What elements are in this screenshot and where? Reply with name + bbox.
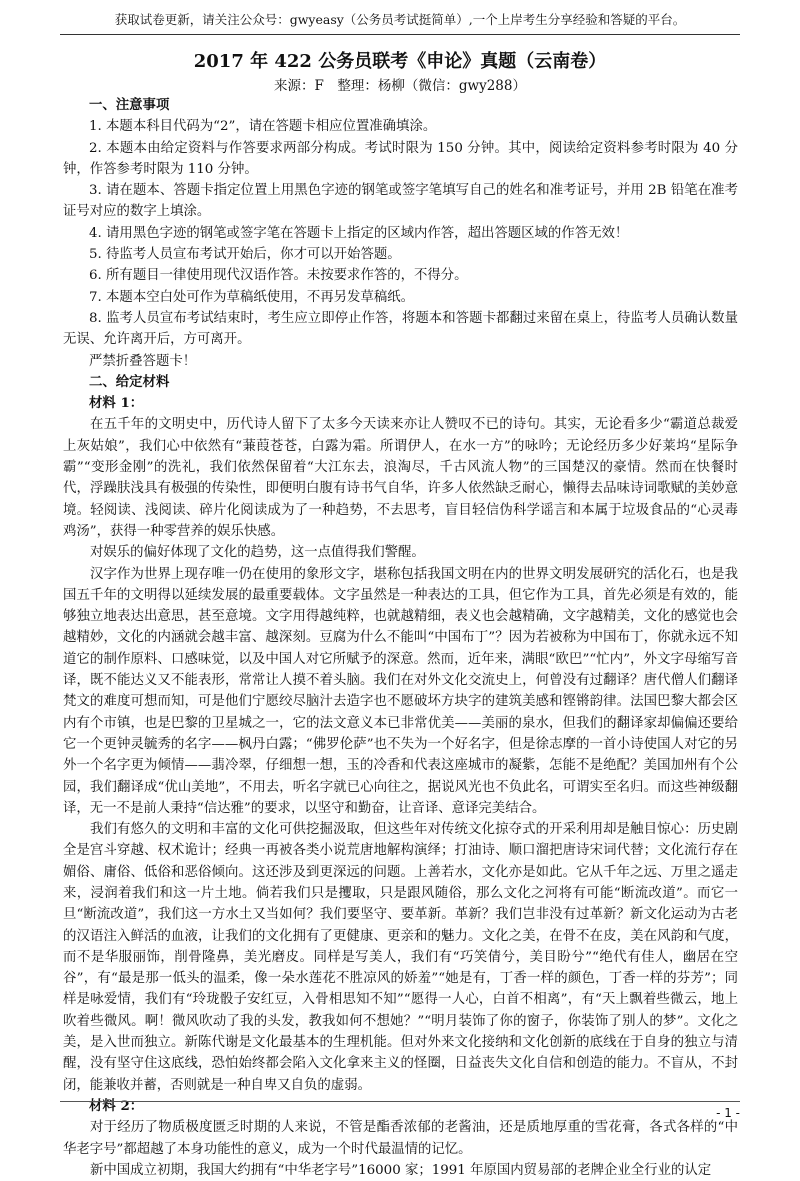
document-body (63, 95, 738, 1181)
material-1-paragraph: 在五千年的文明史中，历代诗人留下了太多今天读来亦让人赞叹不已的诗句。其实，无论看多少“霸道总裁爱上灰姑娘”，我们心中依然有“蒹葭苍苍，白露为霜。所谓伊人，在水一方”的咏吟；无论经历多少好莱坞“星际争霸”“变形金刚”的洗礼，我们依然保留着“大江东去，浪淘尽，千古风流人物”的三国楚汉的豪情。然而在快餐时代，浮躁肤浅具有极强的传染性，即便明白腹有诗书气自华，许多人依然缺乏耐心，懒得去品味诗词歌赋的美妙意境。轻阅读、浅阅读、碎片化阅读成为了一种趋势，不去思考，盲目轻信伪科学谣言和本属于垃圾食品的“心灵毒鸡汤”，获得一种零营养的娱乐快感。 (63, 417, 738, 539)
material-2-paragraph: 对于经历了物质极度匮乏时期的人来说，不管是酯香浓郁的老酱油，还是质地厚重的雪花膏，各式各样的“中华老字号”都超越了本身功能性的意义，成为一个时代最温情的记忆。 (63, 1120, 738, 1157)
note-item: 8. 监考人员宣布考试结束时，考生应立即停止作答，将题本和答题卡都翻过来留在桌上，待监考人员确认数量无误、允许离开后，方可离开。 (63, 310, 738, 348)
note-item-warning: 严禁折叠答题卡！ (89, 353, 197, 369)
note-item: 3. 请在题本、答题卡指定位置上用黑色字迹的钢笔或签字笔填写自己的姓名和准考证号，并用 2B 铅笔在准考证号对应的数字上填涂。 (63, 183, 738, 220)
page-header-notice: 获取试卷更新，请关注公众号：gwyeasy（公务员考试挺简单）,一个上岸考生分享经验和答疑的平台。 (60, 12, 740, 35)
note-item: 7. 本题本空白处可作为草稿纸使用，不再另发草稿纸。 (89, 289, 415, 305)
material-1-paragraph: 我们有悠久的文明和丰富的文化可供挖掘汲取，但这些年对传统文化掠夺式的开采利用却是触目惊心：历史剧全是宫斗穿越、权术诡计；经典一再被各类小说荒唐地解构演绎；打油诗、顺口溜把唐诗宋词代替；文化流行存在媚俗、庸俗、低俗和恶俗倾向。这还涉及到更深远的问题。上善若水，文化亦是如此。它从千年之远、万里之遥走来，浸润着我们和这一片土地。倘若我们只是攫取，只是跟风随俗，那么文化之河将有可能“断流改道”。而它一旦“断流改道”，我们这一方水土又当如何？我们要坚守、要革新。革新？我们岂非没有过革新？新文化运动为古老的汉语注入鲜活的血液，让我们的文化拥有了更健康、更亲和的魅力。文化之美，在骨不在皮，美在风韵和气度，而不是华服丽饰，削骨隆鼻，美光磨皮。同样是写美人，我们有“巧笑倩兮，美目盼兮”“绝代有佳人，幽居在空谷”，有“最是那一低头的温柔，像一朵水莲花不胜凉风的娇羞”“她是有，丁香一样的颜色，丁香一样的芬芳”；同样是咏爱情，我们有“玲珑骰子安红豆，入骨相思知不知”“愿得一人心，白首不相离”，有“天上飘着些微云，地上吹着些微风。啊！微风吹动了我的头发，教我如何不想她？”“明月装饰了你的窗子，你装饰了别人的梦”。文化之美，是入世而独立。新陈代谢是文化最基本的生理机能。但对外来文化接纳和文化创新的底线在于自身的独立与清醒，没有坚守住这底线，恐怕始终都会陷入文化拿来主义的怪圈，日益丧失文化自信和创造的能力。不盲从，不封闭，能兼收并蓄，否则就是一种自卑又自负的虚弱。 (63, 822, 738, 1093)
note-item: 2. 本题本由给定资料与作答要求两部分构成。考试时限为 150 分钟。其中，阅读给定资料参考时限为 40 分钟，作答参考时限为 110 分钟。 (63, 140, 738, 177)
document-source: 来源：F 整理：杨柳（微信：gwy288） (274, 78, 526, 94)
note-item: 6. 所有题目一律使用现代汉语作答。未按要求作答的，不得分。 (89, 268, 468, 284)
page-number: - 1 - (716, 1106, 740, 1120)
section-heading-materials: 二、给定材料 (89, 373, 170, 390)
section-heading-notes: 一、注意事项 (89, 97, 170, 113)
material-1-paragraph: 对娱乐的偏好体现了文化的趋势，这一点值得我们警醒。 (90, 545, 425, 561)
material-1-label: 材料 1： (89, 395, 144, 412)
material-2-paragraph: 新中国成立初期，我国大约拥有“中华老字号”16000 家；1991 年原国内贸易部的老牌企业全行业的认定 (90, 1162, 712, 1178)
note-item: 1. 本题本科目代码为“2”，请在答题卡相应位置准确填涂。 (89, 119, 437, 135)
note-item: 5. 待监考人员宣布考试开始后，你才可以开始答题。 (89, 247, 401, 263)
material-2-label: 材料 2： (89, 1097, 144, 1114)
document-title: 2017 年 422 公务员联考《申论》真题（云南卷） (193, 51, 607, 72)
footer-divider (60, 1101, 740, 1102)
note-item: 4. 请用黑色字迹的钢笔或签字笔在答题卡上指定的区域内作答，超出答题区域的作答无效！ (89, 225, 629, 241)
material-1-paragraph: 汉字作为世界上现存唯一仍在使用的象形文字，堪称包括我国文明在内的世界文明发展研究的活化石，也是我国五千年的文明得以延续发展的最重要载体。文字虽然是一种表达的工具，但它作为工具，首先必须是有效的，能够独立地表达出意思，甚至意境。文字用得越纯粹，也就越精细，表义也会越精确，文字越精美，文化的感觉也会越精妙，文化的内涵就会越丰富、越深刻。豆腐为什么不能叫“中国布丁”？因为若被称为中国布丁，你就永远不知道它的制作原料、口感味觉，以及中国人对它所赋予的深意。然而，近年来，满眼“欧巴”“忙内”，外文字母缩写音译，既不能达义又不能表形，常常让人摸不着头脑。我们在对外文化交流史上，何曾没有过翻译？唐代僧人们翻译梵文的难度可想而知，可是他们宁愿绞尽脑汁去造字也不愿破坏方块字的建筑美感和铿锵韵律。法国巴黎大都会区内有个市镇，也是巴黎的卫星城之一，它的法文意义本已非常优美——美丽的泉水，但我们的翻译家却偏偏还要给它一个更钟灵毓秀的名字——枫丹白露；“佛罗伦萨”也不失为一个好名字，但是徐志摩的一首小诗使国人对它的另外一个名字更为倾情——翡冷翠，仔细想一想，玉的冷香和代表这座城市的凝紫，怎能不是绝配？美国加州有个公园，我们翻译成“优山美地”，不用去，听名字就已心向往之，据说风光也不负此名，可谓实至名归。而这些神级翻译，无一不是前人秉持“信达雅”的要求，以坚守和勤奋，让音译、意译完美结合。 (63, 566, 738, 816)
